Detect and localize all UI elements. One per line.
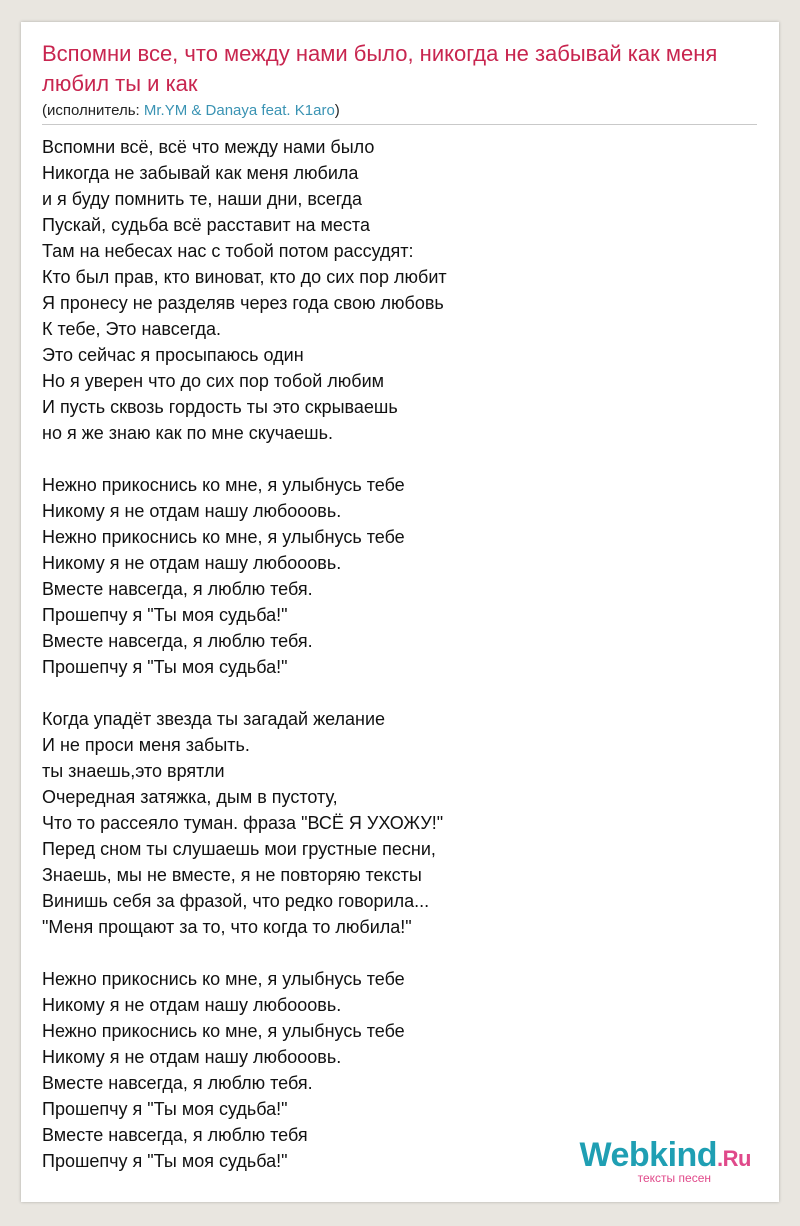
lyrics-line: Нежно прикоснись ко мне, я улыбнусь тебе xyxy=(42,1021,405,1041)
artist-prefix: (исполнитель: xyxy=(42,102,144,119)
lyrics-line: Никогда не забывай как меня любила xyxy=(42,163,359,183)
lyrics-line: Это сейчас я просыпаюсь один xyxy=(42,345,304,365)
lyrics-line: Прошепчу я "Ты моя судьба!" xyxy=(42,657,288,677)
lyrics-line: Вместе навсегда, я люблю тебя. xyxy=(42,1073,313,1093)
lyrics-line: но я же знаю как по мне скучаешь. xyxy=(42,423,333,443)
lyrics-line: Когда упадёт звезда ты загадай желание xyxy=(42,709,386,729)
lyrics-line: Нежно прикоснись ко мне, я улыбнусь тебе xyxy=(42,969,405,989)
lyrics-line: Перед сном ты слушаешь мои грустные песни, xyxy=(42,839,436,859)
webkind-logo[interactable] xyxy=(580,1138,752,1184)
lyrics-card xyxy=(21,22,779,1202)
lyrics-line: Вместе навсегда, я люблю тебя. xyxy=(42,631,313,651)
lyrics-line: Вместе навсегда, я люблю тебя. xyxy=(42,579,313,599)
lyrics-line: ты знаешь,это врятли xyxy=(42,761,225,781)
lyrics-line: Винишь себя за фразой, что редко говорила... xyxy=(42,891,430,911)
lyrics-line: "Меня прощают за то, что когда то любила!" xyxy=(42,917,412,937)
logo-brand-main: Webkind xyxy=(579,1136,718,1174)
lyrics-line: Нежно прикоснись ко мне, я улыбнусь тебе xyxy=(42,527,405,547)
lyrics-line: Знаешь, мы не вместе, я не повторяю тексты xyxy=(42,865,422,885)
lyrics-line: Там на небесах нас с тобой потом рассудят: xyxy=(42,241,414,261)
lyrics-body xyxy=(42,134,762,1174)
logo-brand-tld: .Ru xyxy=(717,1146,751,1171)
lyrics-line: И пусть сквозь гордость ты это скрываешь xyxy=(42,397,398,417)
song-title: Вспомни все, что между нами было, никогда не забывай как меня любил ты и как xyxy=(42,41,718,96)
lyrics-line: Вспомни всё, всё что между нами было xyxy=(42,137,375,157)
lyrics-blank-line xyxy=(42,940,762,966)
lyrics-line: К тебе, Это навсегда. xyxy=(42,319,222,339)
logo-tagline: тексты песен xyxy=(637,1171,711,1185)
lyrics-line: Никому я не отдам нашу любооовь. xyxy=(42,553,342,573)
lyrics-line: Очередная затяжка, дым в пустоту, xyxy=(42,787,338,807)
lyrics-line: Я пронесу не разделяв через года свою любовь xyxy=(42,293,444,313)
lyrics-line: Нежно прикоснись ко мне, я улыбнусь тебе xyxy=(42,475,405,495)
lyrics-line: Кто был прав, кто виноват, кто до сих пор любит xyxy=(42,267,447,287)
lyrics-line: Прошепчу я "Ты моя судьба!" xyxy=(42,605,288,625)
lyrics-line: И не проси меня забыть. xyxy=(42,735,250,755)
lyrics-blank-line xyxy=(42,680,762,706)
lyrics-line: Но я уверен что до сих пор тобой любим xyxy=(42,371,385,391)
artist-suffix: ) xyxy=(334,102,340,119)
lyrics-line: и я буду помнить те, наши дни, всегда xyxy=(42,189,363,209)
lyrics-blank-line xyxy=(42,446,762,472)
lyrics-line: Пускай, судьба всё расставит на места xyxy=(42,215,370,235)
lyrics-line: Никому я не отдам нашу любооовь. xyxy=(42,501,342,521)
artist-line xyxy=(42,102,340,120)
lyrics-line: Прошепчу я "Ты моя судьба!" xyxy=(42,1099,288,1119)
artist-link[interactable]: Mr.YM & Danaya feat. K1aro xyxy=(143,102,335,119)
lyrics-line: Что то рассеяло туман. фраза "ВСЁ Я УХОЖУ!" xyxy=(42,813,444,833)
title-divider xyxy=(42,124,757,125)
lyrics-line: Прошепчу я "Ты моя судьба!" xyxy=(42,1151,288,1171)
lyrics-line: Вместе навсегда, я люблю тебя xyxy=(42,1125,308,1145)
lyrics-line: Никому я не отдам нашу любооовь. xyxy=(42,1047,342,1067)
lyrics-line: Никому я не отдам нашу любооовь. xyxy=(42,995,342,1015)
